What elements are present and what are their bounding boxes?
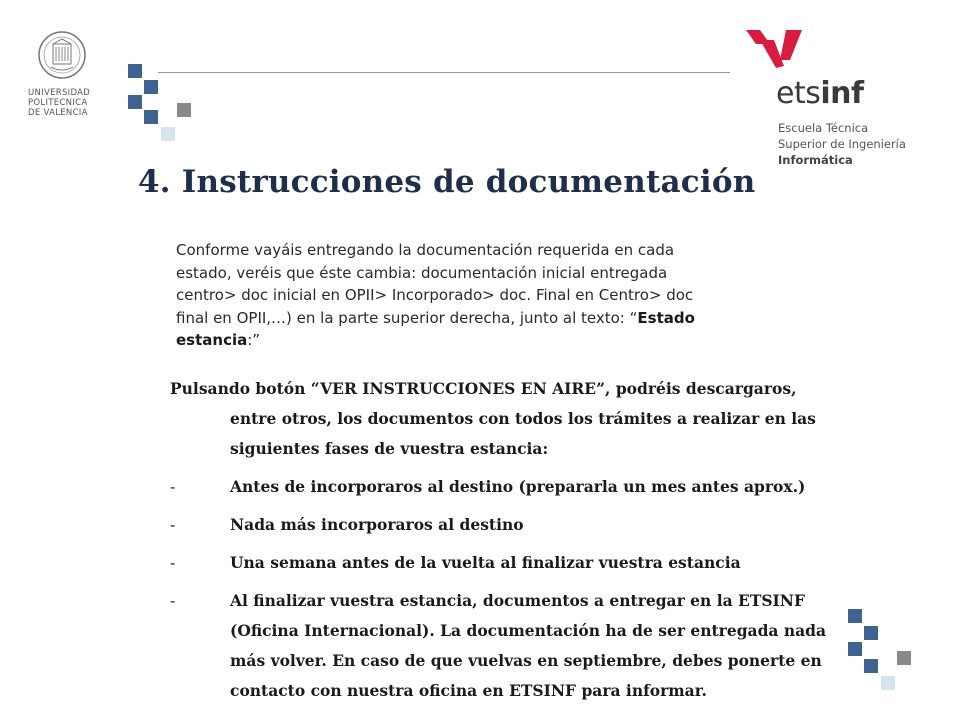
university-seal-icon bbox=[37, 30, 87, 80]
intro-paragraph bbox=[176, 239, 716, 352]
decor-square bbox=[161, 127, 175, 141]
bullet-dash: - bbox=[170, 554, 176, 572]
list-item bbox=[170, 510, 830, 540]
etsinf-word-bold: inf bbox=[820, 76, 864, 111]
decor-square bbox=[128, 95, 142, 109]
bullet-text: Antes de incorporaros al destino (prepararla un mes antes aprox.) bbox=[230, 477, 806, 496]
lead-paragraph: Pulsando botón “VER INSTRUCCIONES EN AIRE”, podréis descargaros, entre otros, los documentos con todos los trámites a realizar en las siguientes fases de vuestra estancia: bbox=[170, 379, 816, 458]
bullet-dash: - bbox=[170, 478, 176, 496]
intro-end: :” bbox=[247, 331, 261, 349]
etsinf-sub-line-2: Superior de Ingeniería bbox=[778, 137, 906, 151]
etsinf-logo bbox=[742, 30, 942, 168]
list-item bbox=[170, 586, 830, 706]
etsinf-mark-icon bbox=[746, 30, 810, 68]
header-divider bbox=[158, 72, 730, 73]
etsinf-word-light: ets bbox=[776, 76, 821, 111]
etsinf-wordmark bbox=[776, 78, 942, 110]
list-item bbox=[170, 472, 830, 502]
decor-square bbox=[864, 659, 878, 673]
decor-square bbox=[881, 676, 895, 690]
slide-title: 4. Instrucciones de documentación bbox=[138, 164, 756, 200]
bullet-dash: - bbox=[170, 592, 176, 610]
bullet-text: Nada más incorporaros al destino bbox=[230, 515, 524, 534]
etsinf-sub-line-3: Informática bbox=[778, 153, 853, 167]
upv-line-3: DE VALENCIA bbox=[28, 108, 88, 118]
decor-square bbox=[177, 103, 191, 117]
list-item bbox=[170, 548, 830, 578]
decor-square bbox=[848, 609, 862, 623]
intro-bold: Estado estancia bbox=[176, 308, 695, 349]
etsinf-sub-line-1: Escuela Técnica bbox=[778, 121, 869, 135]
bullet-text: Al finalizar vuestra estancia, documentos a entregar en la ETSINF (Oficina Internacional). La documentación ha de ser entregada nada más volver. En caso de que vuelvas en septiembre, debes ponerte en contacto con nuestra oficina en ETSINF para informar. bbox=[230, 591, 827, 700]
bullet-dash: - bbox=[170, 516, 176, 534]
bullet-text: Una semana antes de la vuelta al finalizar vuestra estancia bbox=[230, 553, 741, 572]
decor-square bbox=[864, 626, 878, 640]
intro-text: Conforme vayáis entregando la documentación requerida en cada estado, veréis que éste cambia: documentación inicial entregada centro> doc inicial en OPII> Incorporado> doc. Final en Centro> doc final en OPII,…) en la parte superior derecha, junto al texto: “ bbox=[176, 241, 694, 327]
etsinf-subtitle bbox=[778, 120, 942, 168]
decor-square bbox=[144, 80, 158, 94]
upv-line-2: POLITECNICA bbox=[28, 98, 88, 108]
upv-line-1: UNIVERSIDAD bbox=[28, 88, 91, 98]
upv-logo bbox=[22, 30, 102, 118]
instructions-block bbox=[170, 374, 830, 706]
upv-name bbox=[22, 88, 102, 118]
decor-square bbox=[128, 64, 142, 78]
decor-square bbox=[144, 110, 158, 124]
decor-square bbox=[897, 651, 911, 665]
decor-square bbox=[848, 642, 862, 656]
